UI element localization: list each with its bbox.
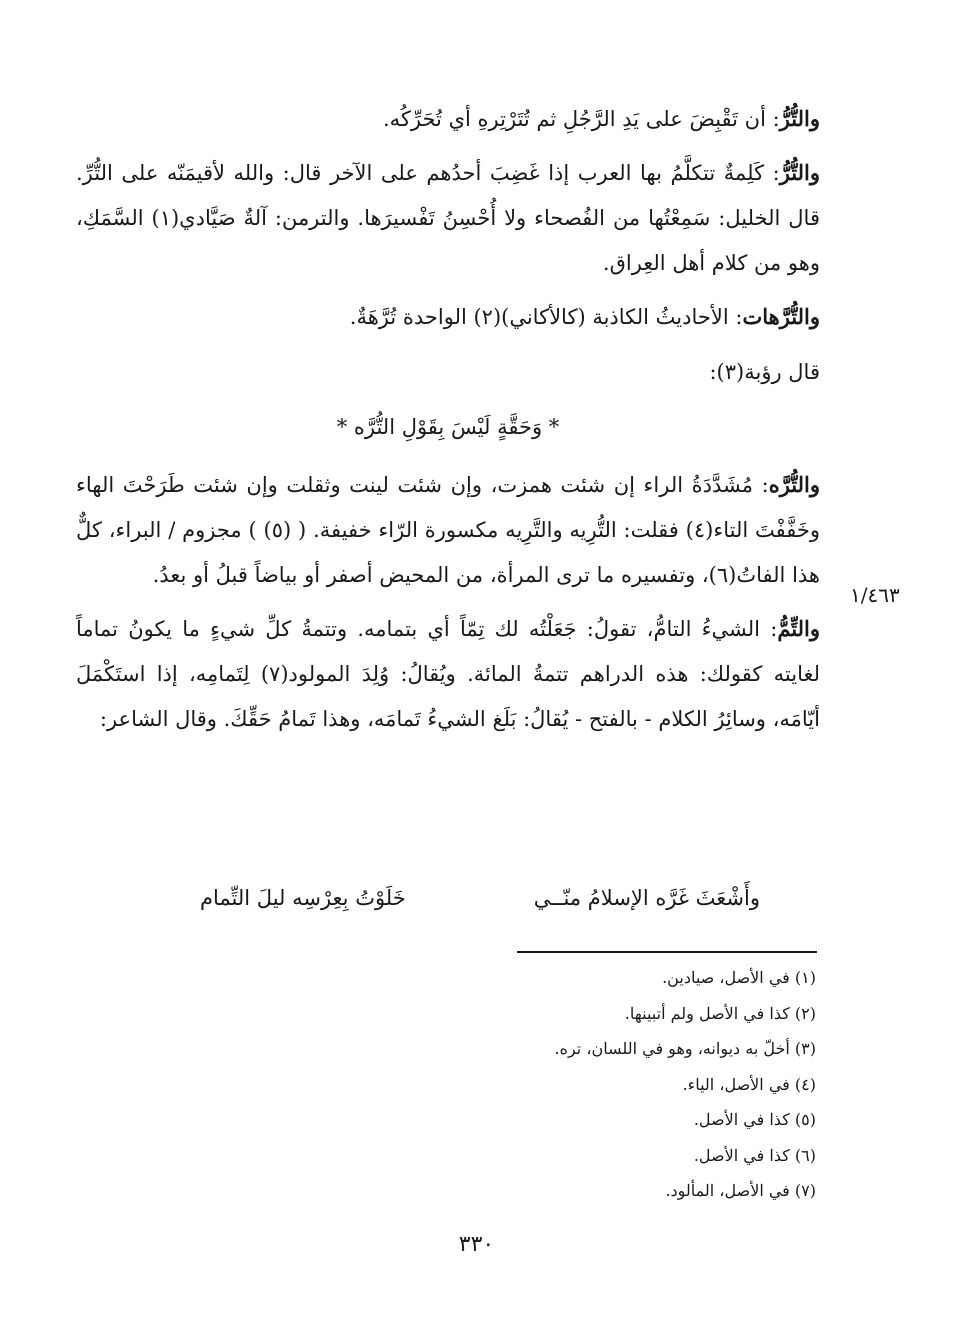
footnotes xyxy=(380,960,816,1209)
footnote-item: (٧) في الأصل، المألود. xyxy=(665,1181,816,1200)
verse-second-hemistich: خَلَوْتُ بِعِرْسِه ليلَ التِّمام xyxy=(200,886,406,910)
entry-timm xyxy=(76,606,820,742)
verse-text: * وَحَقَّةٍ لَيْسَ بِقَوْلِ التُّرَّه * xyxy=(336,415,560,439)
footnote-item: (٥) كذا في الأصل. xyxy=(693,1110,816,1129)
page-number: ٣٣٠ xyxy=(458,1232,495,1257)
entry-definition: : الشيءُ التامُّ، تقولُ: جَعَلْتُه لك تِمّاً أي بتمامه. وتتمةُ كلِّ شيءٍ ما يكونُ تماماً لغايته كقولك: هذه الدراهم تتمةُ المائة. ويُقالُ: وُلِدَ المولود(٧) لِتَمامِه، إذا استَكْمَلَ أيّامَه، وسائِرُ الكلام - بالفتح - يُقالُ: بَلَغ الشيءُ تَمامَه، وهذا تَمامُ حَقِّكَ. وقال الشاعر: xyxy=(76,617,820,731)
footnote-item: (١) في الأصل، صيادين. xyxy=(662,968,816,987)
footnote-divider xyxy=(517,951,817,953)
footnote-item: (٣) أخلّ به ديوانه، وهو في اللسان، تره. xyxy=(554,1039,816,1058)
entry-headword: والتُّرَّه xyxy=(768,472,820,497)
entry-headword: والتُّرَّهات xyxy=(742,304,820,329)
poet-verse xyxy=(200,878,760,918)
entry-headword: والتُّرُّ xyxy=(779,160,820,185)
entry-tirr-grab xyxy=(76,96,820,142)
ruba-verse xyxy=(76,405,820,450)
entry-headword: والتُّرُّ xyxy=(779,106,820,131)
footnote-item: (٦) كذا في الأصل. xyxy=(693,1145,816,1165)
entry-turrah xyxy=(76,462,820,598)
verse-first-hemistich: وأَشْعَثَ غَرَّه الإسلامُ منّــي xyxy=(533,886,760,910)
ruba-citation-intro xyxy=(76,350,820,395)
margin-reference: ١/٤٦٣ xyxy=(850,583,900,607)
entry-tirr-word xyxy=(76,150,820,286)
entry-definition: : أن تَقْبِضَ على يَدِ الرَّجُلِ ثم تُتَرْتِرهِ أي تُحَرِّكُه. xyxy=(382,107,780,131)
entry-definition: : كَلِمةٌ تتكلَّمُ بها العرب إذا غَضِبَ أحدُهم على الآخر قال: والله لأقيمَنّه على التُّرِّ. قال الخليل: سَمِعْتُها من الفُصحاء ولا أُحْسِنُ تَفْسيرَها. والترمن: آلةٌ صَيَّادي(١) السَّمَكِ، وهو من كلام أهل العِراق. xyxy=(76,161,820,275)
main-text xyxy=(76,96,820,750)
entry-turrahat xyxy=(76,294,820,340)
footnote-item: (٢) كذا في الأصل ولم أتبينها. xyxy=(624,1003,816,1023)
entry-headword: والتِّمُّ xyxy=(777,616,820,641)
entry-definition: : الأحاديثُ الكاذبة (كالأكاني)(٢) الواحدة تُرَّهَةٌ. xyxy=(349,305,743,329)
citation-intro-text: قال رؤبة(٣): xyxy=(709,360,820,384)
entry-definition: : مُشَدَّدَةُ الراء إن شئت همزت، وإن شئت لينت وثقلت وإن شئت طَرَحْتَ الهاء وخَفَّفْتَ التاء(٤) فقلت: التُّرِيه والتَّرِيه مكسورة الرّاء خفيفة. ( (٥) ) مجزوم / البراء، كلٌّ هذا الفاتُ(٦)، وتفسيره ما ترى المرأة، من المحيض أصفر أو بياضاً قبلُ أو بعدُ. xyxy=(76,473,821,587)
footnote-item: (٤) في الأصل، الياء. xyxy=(682,1074,816,1094)
